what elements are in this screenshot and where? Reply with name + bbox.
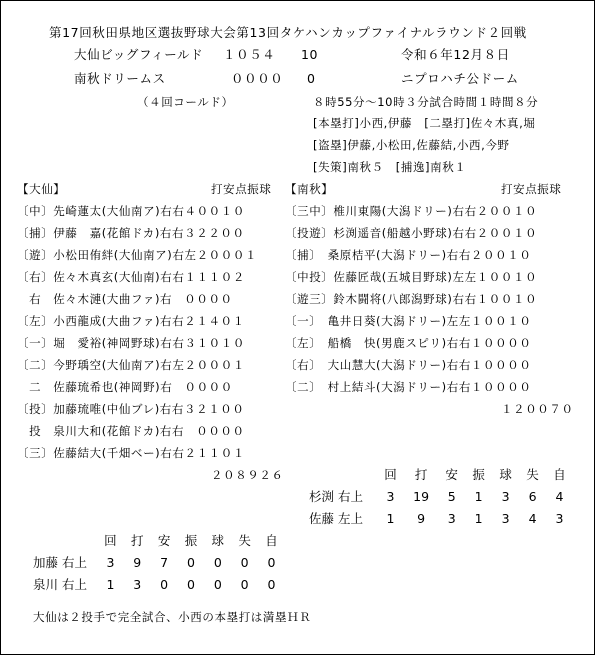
right-team-columns: 打安点振球 [501, 182, 562, 196]
pitcher-hand: 左上 [338, 511, 364, 526]
team2-innings: ００００ [231, 71, 284, 86]
stat-cell: 0 [213, 576, 222, 592]
stat-cell: 0 [213, 554, 222, 570]
pitcher-row [33, 573, 285, 595]
stat-cell: 5 [447, 488, 456, 504]
stat-cell: 1 [474, 488, 483, 504]
pitching-table-left [33, 529, 285, 595]
notes-line: [本塁打]小西,伊藤 [二塁打]佐々木真,堀 [313, 116, 536, 130]
stat-cell: 3 [386, 488, 395, 504]
stat-cell: 3 [501, 510, 510, 526]
notes-line: [盗塁]伊藤,小松田,佐藤結,小西,今野 [313, 138, 510, 152]
header-cell: 振 [184, 533, 198, 548]
batter-row: 〔一〕 亀井日葵(大潟ドリー)左左１００１０ [285, 314, 532, 328]
batter-row: 〔左〕 船橋 快(男鹿スピリ)右右１００００ [285, 336, 532, 350]
batter-row: 〔捕〕伊藤 嘉(花館ドカ)右右３２２００ [17, 226, 245, 240]
team1-total: 10 [301, 47, 319, 62]
pitching-header-row [309, 463, 573, 485]
stat-cell: 3 [106, 554, 115, 570]
notes-line: [失策]南秋５ [捕逸]南秋１ [313, 160, 467, 174]
game-title: 第17回秋田県地区選抜野球大会第13回タケハンカップファイナルラウンド２回戦 [49, 25, 527, 40]
stat-cell: 4 [528, 510, 537, 526]
header-cell: 安 [445, 467, 458, 482]
stat-cell: 0 [186, 576, 195, 592]
left-team-totals: ２０８９２６ [211, 468, 284, 482]
batter-row: 〔遊三〕鈴木闘将(八郎潟野球)右右１００１０ [285, 292, 538, 306]
stat-cell: 0 [240, 576, 249, 592]
game-date: 令和６年12月８日 [401, 47, 510, 62]
stat-cell: 1 [474, 510, 483, 526]
left-team-columns: 打安点振球 [211, 182, 272, 196]
stat-cell: 0 [186, 554, 195, 570]
batter-row: 二 佐藤琉希也(神岡野)右 ００００ [17, 380, 233, 394]
stat-cell: 19 [413, 488, 430, 504]
pitcher-hand: 右上 [338, 489, 364, 504]
team2-name: 南秋ドリームス [74, 71, 166, 86]
batter-row: 〔捕〕 桑原桔平(大潟ドリー)右右２００１０ [285, 248, 532, 262]
stat-cell: 3 [447, 510, 456, 526]
stat-cell: 6 [528, 488, 537, 504]
left-team-header: 【大仙】 [17, 182, 66, 196]
team1-name: 大仙ビッグフィールド [74, 47, 204, 62]
pitcher-name: 杉渕 [309, 489, 335, 504]
header-cell: 自 [265, 533, 278, 548]
stat-cell: 1 [386, 510, 395, 526]
pitcher-hand: 右上 [62, 577, 88, 592]
batter-row: 〔左〕小西龍成(大曲ファ)右右２１４０１ [17, 314, 245, 328]
header-cell: 振 [472, 467, 485, 482]
stat-cell: 3 [501, 488, 510, 504]
header-cell: 球 [211, 533, 225, 548]
header-cell: 打 [131, 533, 144, 548]
header-cell: 安 [157, 533, 171, 548]
team1-innings: １０５４ [223, 47, 276, 62]
stat-cell: 3 [555, 510, 564, 526]
stat-cell: 7 [160, 554, 169, 570]
pitcher-row [33, 551, 285, 573]
header-cell: 失 [238, 533, 251, 548]
header-cell: 回 [104, 533, 117, 548]
batter-row: 〔投遊〕杉渕遥音(船越小野球)右右２００１０ [285, 226, 538, 240]
batter-row: 〔右〕 大山慧大(大潟ドリー)右右１００００ [285, 358, 532, 372]
game-time: ８時55分～10時３分試合時間１時間８分 [313, 95, 539, 109]
team2-total: 0 [307, 71, 316, 86]
batter-row: 〔三〕佐藤結大(千畑ベー)右右２１１０１ [17, 446, 245, 460]
footer-note: 大仙は２投手で完全試合、小西の本塁打は満塁ＨＲ [33, 610, 312, 624]
header-cell: 球 [499, 467, 512, 482]
game-venue: ニプロハチ公ドーム [401, 71, 519, 86]
pitching-header-row [33, 529, 285, 551]
stat-cell: 0 [240, 554, 249, 570]
stat-cell: 0 [160, 576, 169, 592]
pitcher-row [309, 485, 573, 507]
batter-row: 〔右〕佐々木真玄(大仙南)右右１１１０２ [17, 270, 245, 284]
batter-row: 〔遊〕小松田侑絆(大仙南ア)右左２０００１ [17, 248, 258, 262]
header-cell: 自 [553, 467, 566, 482]
batter-row: 〔三中〕椎川東陽(大潟ドリー)右右２００１０ [285, 204, 538, 218]
stat-cell: 9 [133, 554, 142, 570]
batter-row: 〔二〕 村上結斗(大潟ドリー)右右１００００ [285, 380, 532, 394]
stat-cell: 3 [133, 576, 142, 592]
pitcher-name: 加藤 [33, 555, 59, 570]
pitcher-name: 泉川 [33, 577, 59, 592]
pitcher-row [309, 507, 573, 529]
pitcher-name: 佐藤 [309, 511, 335, 526]
batter-row: 〔二〕今野瑀空(大仙南ア)右左２０００１ [17, 358, 245, 372]
right-team-header: 【南秋】 [285, 182, 334, 196]
batter-row: 〔一〕堀 愛裕(神岡野球)右右３１０１０ [17, 336, 245, 350]
stat-cell: 0 [267, 576, 276, 592]
stat-cell: 9 [417, 510, 426, 526]
called-game-note: （４回コールド） [137, 95, 234, 109]
right-team-totals: １２００７０ [501, 402, 574, 416]
stat-cell: 1 [106, 576, 115, 592]
batter-row: 〔中投〕佐藤匠哉(五城目野球)左左１００１０ [285, 270, 538, 284]
pitcher-hand: 右上 [62, 555, 88, 570]
header-cell: 回 [384, 467, 397, 482]
batter-row: 〔投〕加藤琉唯(中仙ブレ)右右３２１００ [17, 402, 245, 416]
batter-row: 〔中〕先崎蓮太(大仙南ア)右右４００１０ [17, 204, 245, 218]
batter-row: 右 佐々木漣(大曲ファ)右 ００００ [17, 292, 233, 306]
batter-row: 投 泉川大和(花館ドカ)右右 ００００ [17, 424, 245, 438]
stat-cell: 4 [555, 488, 564, 504]
header-cell: 打 [414, 467, 428, 482]
stat-cell: 0 [267, 554, 276, 570]
header-cell: 失 [526, 467, 539, 482]
pitching-table-right [309, 463, 573, 529]
